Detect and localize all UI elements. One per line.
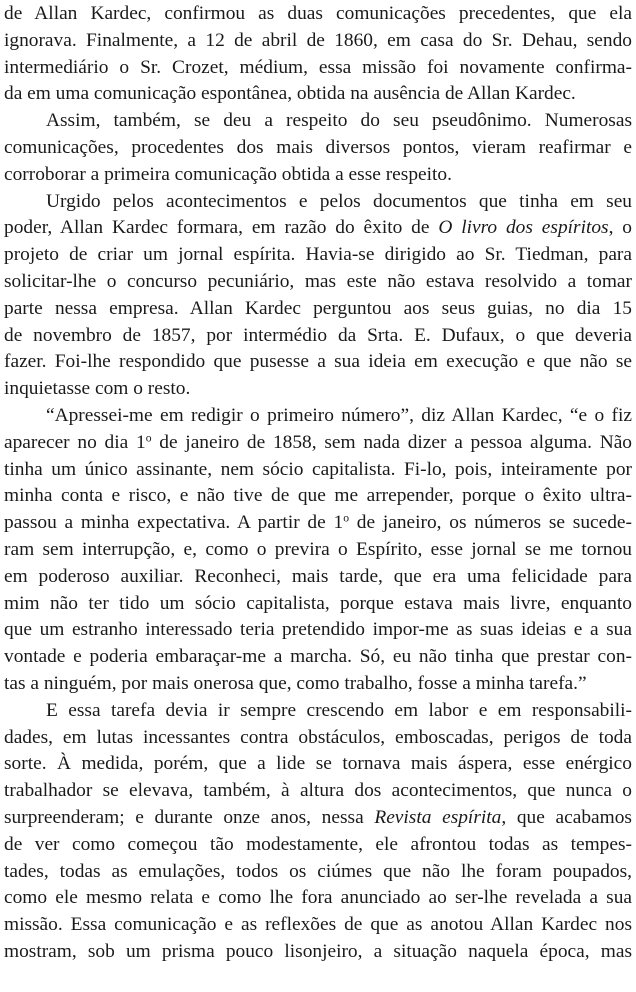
text-line: de ver como começou tão modestamente, ele afrontou todas as tempes-	[4, 833, 632, 855]
text-line: corroborar a primeira comunicação obtida a esse respeito.	[4, 163, 452, 185]
text-line: E essa tarefa devia ir sempre crescendo em labor e em responsabili-	[46, 699, 632, 721]
italic-title: Revista espírita	[374, 806, 502, 828]
text-line: ignorava. Finalmente, a 12 de abril de 1860, em casa do Sr. Dehau, sendo	[4, 29, 632, 51]
document-page	[0, 1, 636, 992]
text-line: fazer. Foi-lhe respondido que pusesse a sua ideia em execução e que não se	[4, 351, 632, 373]
text-line: comunicações, procedentes dos mais diversos pontos, vieram reafirmar e	[4, 136, 632, 158]
text-line: de novembro de 1857, por intermédio da Srta. E. Dufaux, o que deveria	[4, 324, 632, 346]
text-line: poder, Allan Kardec formara, em razão do êxito de O livro dos espíritos, o	[4, 217, 632, 239]
ordinal-indicator: o	[343, 511, 350, 525]
text-line: que um estranho interessado teria pretendido impor-me as suas ideias e a sua	[4, 619, 632, 641]
text-line: minha conta e risco, e não tive de que me arrepender, porque o êxito ultra-	[4, 485, 632, 507]
text-line: surpreenderam; e durante onze anos, nessa Revista espírita, que acabamos	[4, 806, 632, 828]
text-line: em poderoso auxiliar. Reconheci, mais tarde, que era uma felicidade para	[4, 565, 632, 587]
text-line: “Apressei-me em redigir o primeiro número”, diz Allan Kardec, “e o fiz	[46, 404, 632, 426]
text-line: tades, todas as emulações, todos os ciúmes que não lhe foram poupados,	[4, 860, 632, 882]
text-line: trabalhador se elevava, também, à altura dos acontecimentos, que nunca o	[4, 780, 632, 802]
text-line: missão. Essa comunicação e as reflexões de que as anotou Allan Kardec nos	[4, 914, 632, 936]
ordinal-indicator: o	[145, 431, 152, 445]
text-line: inquietasse com o resto.	[4, 378, 191, 400]
text-line: tas a ninguém, por mais onerosa que, como trabalho, fosse a minha tarefa.”	[4, 672, 587, 694]
text-line: solicitar-lhe o concurso pecuniário, mas este não estava resolvido a tomar	[4, 270, 632, 292]
text-line: como ele mesmo relata e como lhe fora anunciado ao ser-lhe revelada a sua	[4, 887, 632, 909]
text-line: aparecer no dia 1$^o$ de janeiro de 1858, sem nada dizer a pessoa alguma. Não	[4, 431, 632, 453]
text-line: ram sem interrupção, e, como o previra o Espírito, esse jornal se me tornou	[4, 538, 632, 560]
text-line: parte nessa empresa. Allan Kardec perguntou aos seus guias, no dia 15	[4, 297, 632, 319]
body-text	[4, 1, 632, 966]
text-line: de Allan Kardec, confirmou as duas comunicações precedentes, que ela	[4, 3, 632, 24]
text-line: sorte. À medida, porém, que a lide se tornava mais áspera, esse enérgico	[4, 753, 632, 775]
text-line: passou a minha expectativa. A partir de 1$^o$ de janeiro, os números se sucede-	[4, 511, 632, 534]
text-line: mostram, sob um prisma pouco lisonjeiro, a situação naquela época, mas	[4, 940, 632, 962]
text-line: Urgido pelos acontecimentos e pelos documentos que tinha em seu	[46, 190, 632, 212]
text-line: vontade e poderia embaraçar-me a marcha. Só, eu não tinha que prestar con-	[4, 646, 632, 668]
text-line: tinha um único assinante, nem sócio capitalista. Fi-lo, pois, inteiramente por	[4, 458, 632, 480]
text-line: Assim, também, se deu a respeito do seu pseudônimo. Numerosas	[46, 110, 632, 132]
italic-title: O livro dos espíritos	[438, 217, 609, 239]
text-line: dades, em lutas incessantes contra obstáculos, emboscadas, perigos de toda	[4, 726, 632, 748]
text-line: da em uma comunicação espontânea, obtida na ausência de Allan Kardec.	[4, 83, 576, 105]
text-line: mim não ter tido um sócio capitalista, porque estava mais livre, enquanto	[4, 592, 632, 614]
text-line: intermediário o Sr. Crozet, médium, essa missão foi novamente confirma-	[4, 56, 632, 78]
text-line: projeto de criar um jornal espírita. Havia-se dirigido ao Sr. Tiedman, para	[4, 244, 632, 266]
